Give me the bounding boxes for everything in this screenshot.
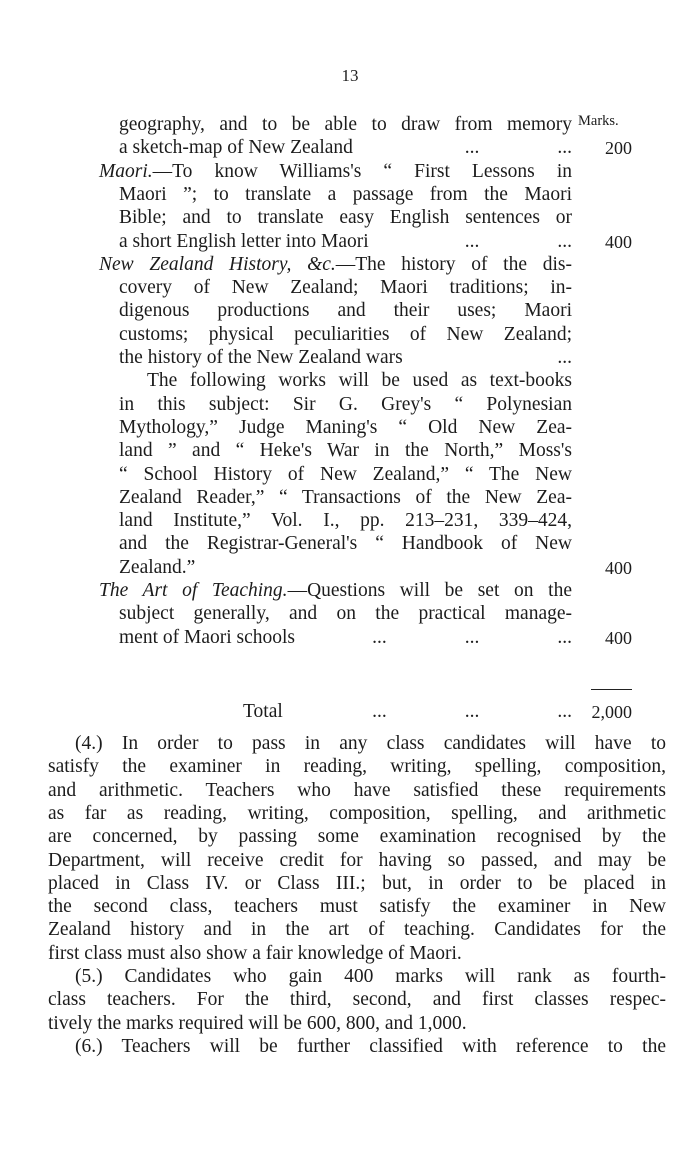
paragraph-line: the second class, teachers must satisfy the examiner in New [48, 896, 666, 918]
leader-dot: ... [464, 230, 480, 252]
leader-dot: ... [557, 347, 572, 368]
leader-dots [465, 230, 572, 254]
leader-dot: ... [557, 137, 572, 159]
line-text: “ School History of New Zealand,” “ The New [119, 463, 572, 485]
line-text: ment of Maori schools [119, 626, 296, 648]
line-text: geography, and to be able to draw from memory [119, 114, 572, 135]
line-lead [119, 626, 295, 650]
entry-marks: 400 [605, 627, 632, 648]
entry-marks: 400 [605, 231, 632, 252]
entry-marks: 200 [605, 138, 632, 159]
syllabus-line [119, 346, 572, 370]
line-text: a sketch-map of New Zealand [119, 137, 353, 159]
leader-dots [372, 700, 572, 724]
syllabus-line [119, 323, 572, 347]
line-text: —To know Williams's “ First Lessons in [152, 160, 572, 182]
line-text: and the Registrar-General's “ Handbook of New [119, 533, 572, 555]
page-number: 13 [341, 66, 359, 85]
line-text: the history of the New Zealand wars [119, 347, 403, 368]
syllabus-line [119, 626, 572, 650]
entry-heading: New Zealand History, &c. [99, 253, 336, 275]
syllabus-line [119, 393, 572, 417]
line-text: in this subject: Sir G. Grey's “ Polynesian [119, 393, 572, 415]
leader-dot: ... [557, 701, 572, 722]
leader-dot: ... [557, 230, 572, 252]
paragraph-line: (5.) Candidates who gain 400 marks will rank as fourth- [75, 966, 666, 987]
leader-dot: ... [372, 701, 387, 722]
syllabus-line [119, 276, 572, 300]
leader-dots [465, 136, 572, 160]
line-lead [119, 346, 403, 370]
syllabus-line [119, 439, 572, 463]
syllabus-line [147, 369, 572, 393]
syllabus-line [119, 532, 572, 556]
line-text: customs; physical peculiarities of New Zealand; [119, 323, 572, 345]
paragraph-line: and arithmetic. Teachers who have satisfied these requirements [48, 779, 666, 801]
paragraph-line: are concerned, by passing some examination recognised by the [48, 826, 666, 848]
syllabus-line [119, 486, 572, 510]
leader-dot: ... [557, 626, 572, 648]
paragraph-line: (4.) In order to pass in any class candidates will have to [75, 733, 666, 754]
leader-dot: ... [464, 137, 480, 159]
syllabus-line [119, 556, 572, 580]
syllabus-line [119, 230, 572, 254]
line-text: The following works will be used as text-books [147, 370, 572, 392]
syllabus-line [119, 602, 572, 626]
paragraph-line: placed in Class IV. or Class III.; but, in order to be placed in [48, 872, 666, 894]
paragraph-line: satisfy the examiner in reading, writing, spelling, composition, [48, 756, 666, 778]
paragraph-line: (6.) Teachers will be further classified with reference to the [75, 1035, 666, 1057]
paragraph-line: tively the marks required will be 600, 800, and 1,000. [48, 1012, 467, 1034]
syllabus-line [99, 160, 572, 184]
total-label: Total [243, 701, 283, 722]
total-line [243, 700, 572, 724]
line-lead [119, 230, 369, 254]
syllabus-line [119, 299, 572, 323]
syllabus-line [99, 579, 572, 603]
line-text: digenous productions and their uses; Maori [119, 300, 572, 322]
syllabus-line [119, 463, 572, 487]
line-text: a short English letter into Maori [119, 230, 369, 252]
syllabus-line [119, 509, 572, 533]
entry-marks: 400 [605, 557, 632, 578]
entry-heading: The Art of Teaching. [99, 580, 288, 601]
paragraph-line: Zealand history and in the art of teaching. Candidates for the [48, 919, 666, 941]
line-text: Zealand Reader,” “ Transactions of the New Zea- [119, 486, 572, 508]
paragraph-line: as far as reading, writing, composition, spelling, and arithmetic [48, 802, 666, 824]
entry-heading: Maori. [99, 160, 153, 182]
leader-dot: ... [464, 626, 480, 648]
line-text: covery of New Zealand; Maori traditions; in- [119, 277, 572, 299]
line-text: Zealand.” [119, 556, 196, 578]
line-lead [119, 136, 353, 160]
line-text: subject generally, and on the practical manage- [119, 603, 572, 625]
leader-dot: ... [372, 626, 387, 648]
total-marks: 2,000 [591, 702, 632, 722]
syllabus-line [119, 206, 572, 230]
paragraph-line: first class must also show a fair knowledge of Maori. [48, 942, 462, 964]
line-text: —The history of the dis- [335, 253, 572, 275]
leader-dot: ... [464, 701, 480, 722]
line-text: —Questions will be set on the [287, 580, 572, 601]
line-text: land Institute,” Vol. I., pp. 213–231, 339–424, [119, 510, 572, 532]
syllabus-line [119, 113, 572, 137]
line-text: Bible; and to translate easy English sentences or [119, 207, 572, 229]
syllabus-line [99, 253, 572, 277]
marks-column-header: Marks. [578, 113, 619, 129]
leader-dots [557, 346, 572, 370]
syllabus-line [119, 136, 572, 160]
syllabus-line [119, 416, 572, 440]
line-text: Maori ”; to translate a passage from the Maori [119, 183, 572, 205]
leader-dots [372, 626, 572, 650]
line-text: land ” and “ Heke's War in the North,” Moss's [119, 440, 572, 462]
paragraph-line: Department, will receive credit for having so passed, and may be [48, 849, 666, 871]
total-rule [591, 689, 632, 690]
line-text: Mythology,” Judge Maning's “ Old New Zea- [119, 416, 572, 438]
syllabus-line [119, 183, 572, 207]
paragraph-line: class teachers. For the third, second, and first classes respec- [48, 989, 666, 1011]
